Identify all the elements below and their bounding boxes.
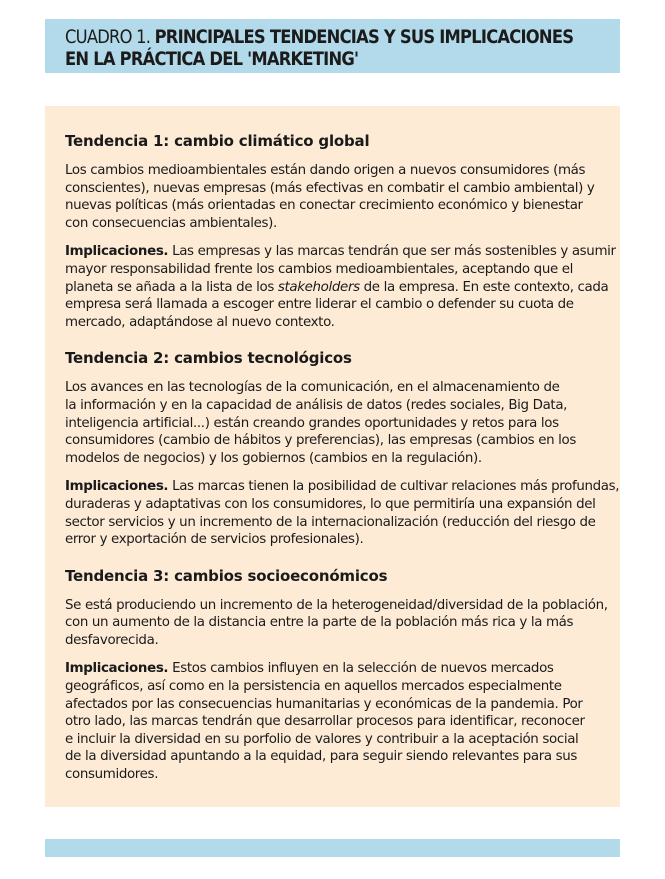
text-line: duraderas y adaptativas con los consumidores, lo que permitiría una expansión del [65,496,596,512]
text-line: desfavorecida. [65,632,159,648]
trend-heading: Tendencia 3: cambios socioeconómicos [65,566,388,585]
text-line: empresa será llamada a escoger entre liderar el cambio o defender su cuota de [65,297,574,313]
box-title-part-1: PRINCIPALES TENDENCIAS Y SUS IMPLICACIONES [154,26,574,48]
implications-label: Implicaciones. [65,661,169,677]
implications-text: Las empresas y las marcas tendrán que ser más sostenibles y asumir [168,244,616,260]
text-line: mayor responsabilidad frente los cambios medioambientales, aceptando que el [65,261,574,277]
implications-text: Las marcas tienen la posibilidad de cultivar relaciones más profundas, [168,479,620,495]
text-line [65,478,620,496]
text-line: Los avances en las tecnologías de la comunicación, en el almacenamiento de [65,380,560,396]
trend-implications [65,478,620,548]
trend-description [65,162,602,232]
text-line: Se está produciendo un incremento de la heterogeneidad/diversidad de la población, [65,597,608,613]
implications-label: Implicaciones. [65,479,169,495]
text-line: de la diversidad apuntando a la equidad, para seguir siendo relevantes para sus [65,749,578,765]
text-line: afectados por las consecuencias humanitarias y económicas de la pandemia. Por [65,696,583,712]
implications-text: planeta se añada a la lista de los [65,279,278,295]
trend-description [65,597,608,650]
text-line: con consecuencias ambientales). [65,215,277,231]
trend-implications [65,660,602,783]
trend-section-1 [65,131,616,331]
implications-label: Implicaciones. [65,244,169,260]
text-line [65,660,602,678]
stakeholders-term: stakeholders [277,279,360,295]
text-line: mercado, adaptándose al nuevo contexto. [65,314,335,330]
trend-heading: Tendencia 2: cambios tecnológicos [65,349,352,368]
text-line: conscientes), nuevas empresas (más efectivas en combatir el cambio ambiental) y [65,180,595,196]
text-line [65,243,616,261]
text-line: la información y en la capacidad de análisis de datos (redes sociales, Big Data, [65,397,568,413]
text-line: Los cambios medioambientales están dando origen a nuevos consumidores (más [65,163,586,178]
trend-section-2 [65,348,620,548]
text-line: consumidores (cambio de hábitos y preferencias), las empresas (cambios en los [65,433,576,449]
text-line: sector servicios y un incremento de la internacionalización (reducción del riesgo de [65,514,596,530]
trend-section-3 [65,566,608,784]
trend-implications [65,243,616,331]
box-title-line-2: EN LA PRÁCTICA DEL 'MARKETING' [65,48,359,70]
footer-bar [45,839,620,857]
text-line: consumidores. [65,767,159,783]
text-line: nuevas políticas (más orientadas en conectar crecimiento económico y bienestar [65,198,583,214]
text-line [65,279,609,297]
box-title-bar [45,19,620,73]
implications-text: de la empresa. En este contexto, cada [359,279,609,295]
trends-panel [45,106,620,807]
box-title-line-1 [65,26,574,48]
text-line: e incluir la diversidad en su porfolio de valores y contribuir a la aceptación social [65,731,579,747]
trend-description [65,379,602,467]
text-line: error y exportación de servicios profesionales). [65,532,364,548]
text-line: con un aumento de la distancia entre la parte de la población más rica y la más [65,615,574,631]
text-line: otro lado, las marcas tendrán que desarrollar procesos para identificar, reconocer [65,714,585,730]
text-line: modelos de negocios) y los gobiernos (cambios en la regulación). [65,450,482,466]
box-label: CUADRO 1. [65,26,155,48]
implications-text: Estos cambios influyen en la selección de nuevos mercados [168,661,554,677]
text-line: geográficos, así como en la persistencia en aquellos mercados especialmente [65,679,562,695]
text-line: inteligencia artificial...) están creando grandes oportunidades y retos para los [65,415,559,431]
trend-heading: Tendencia 1: cambio climático global [65,132,370,150]
